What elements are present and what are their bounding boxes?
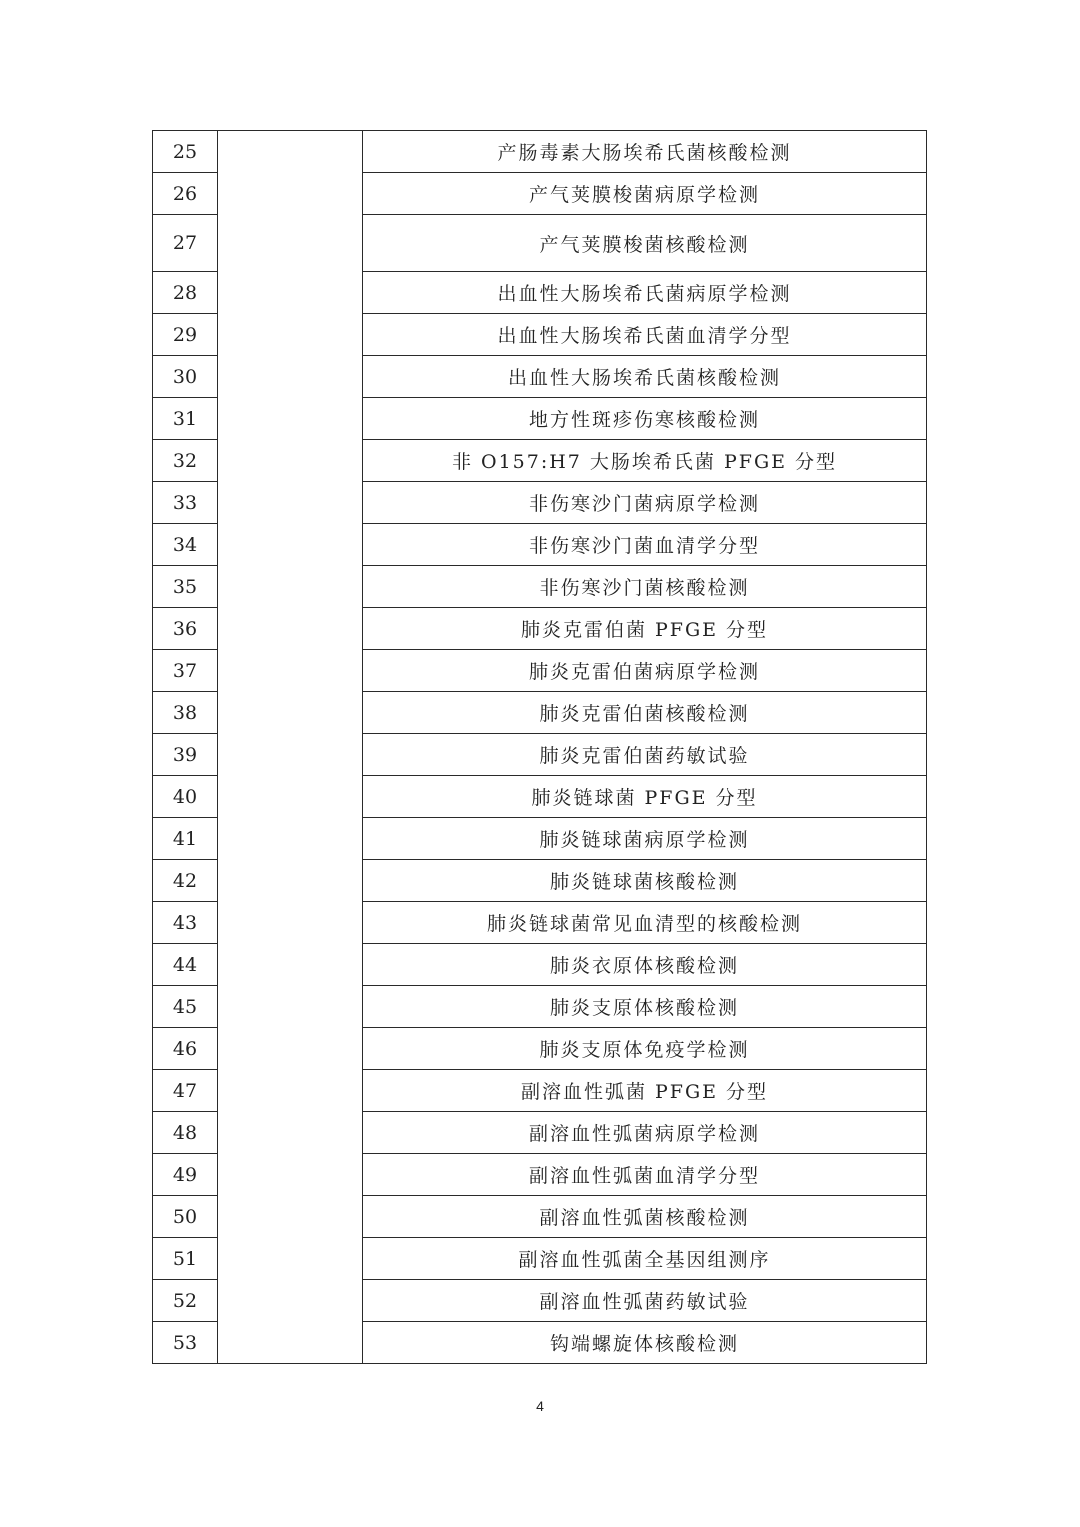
row-number-cell: 25: [153, 131, 218, 173]
test-item-cell: 肺炎克雷伯菌核酸检测: [363, 692, 927, 734]
test-item-cell: 肺炎克雷伯菌病原学检测: [363, 650, 927, 692]
row-number-cell: 45: [153, 986, 218, 1028]
row-number-cell: 27: [153, 215, 218, 272]
row-number-cell: 32: [153, 440, 218, 482]
row-number-cell: 40: [153, 776, 218, 818]
row-number-cell: 35: [153, 566, 218, 608]
test-item-cell: 副溶血性弧菌 PFGE 分型: [363, 1070, 927, 1112]
test-item-cell: 肺炎克雷伯菌药敏试验: [363, 734, 927, 776]
row-number-cell: 53: [153, 1322, 218, 1364]
row-number-cell: 52: [153, 1280, 218, 1322]
test-item-cell: 肺炎克雷伯菌 PFGE 分型: [363, 608, 927, 650]
test-item-cell: 肺炎链球菌核酸检测: [363, 860, 927, 902]
test-item-cell: 出血性大肠埃希氏菌血清学分型: [363, 314, 927, 356]
table-row: [153, 131, 927, 173]
row-number-cell: 38: [153, 692, 218, 734]
page-number: 4: [536, 1398, 544, 1414]
test-item-cell: 副溶血性弧菌全基因组测序: [363, 1238, 927, 1280]
row-number-cell: 28: [153, 272, 218, 314]
test-item-cell: 非伤寒沙门菌核酸检测: [363, 566, 927, 608]
test-item-cell: 地方性斑疹伤寒核酸检测: [363, 398, 927, 440]
test-item-cell: 副溶血性弧菌药敏试验: [363, 1280, 927, 1322]
row-number-cell: 46: [153, 1028, 218, 1070]
test-item-cell: 钩端螺旋体核酸检测: [363, 1322, 927, 1364]
test-item-cell: 非 O157:H7 大肠埃希氏菌 PFGE 分型: [363, 440, 927, 482]
test-item-cell: 副溶血性弧菌病原学检测: [363, 1112, 927, 1154]
row-number-cell: 41: [153, 818, 218, 860]
test-item-cell: 肺炎支原体核酸检测: [363, 986, 927, 1028]
row-number-cell: 33: [153, 482, 218, 524]
test-item-cell: 产气荚膜梭菌核酸检测: [363, 215, 927, 272]
test-item-cell: 非伤寒沙门菌病原学检测: [363, 482, 927, 524]
test-item-cell: 产气荚膜梭菌病原学检测: [363, 173, 927, 215]
row-number-cell: 26: [153, 173, 218, 215]
test-item-cell: 副溶血性弧菌血清学分型: [363, 1154, 927, 1196]
test-item-cell: 出血性大肠埃希氏菌病原学检测: [363, 272, 927, 314]
row-number-cell: 48: [153, 1112, 218, 1154]
row-number-cell: 49: [153, 1154, 218, 1196]
test-item-cell: 肺炎衣原体核酸检测: [363, 944, 927, 986]
row-number-cell: 51: [153, 1238, 218, 1280]
test-item-cell: 肺炎链球菌常见血清型的核酸检测: [363, 902, 927, 944]
row-number-cell: 34: [153, 524, 218, 566]
test-item-cell: 非伤寒沙门菌血清学分型: [363, 524, 927, 566]
row-number-cell: 43: [153, 902, 218, 944]
row-number-cell: 39: [153, 734, 218, 776]
test-item-cell: 产肠毒素大肠埃希氏菌核酸检测: [363, 131, 927, 173]
row-number-cell: 44: [153, 944, 218, 986]
test-item-cell: 出血性大肠埃希氏菌核酸检测: [363, 356, 927, 398]
test-item-cell: 肺炎支原体免疫学检测: [363, 1028, 927, 1070]
row-number-cell: 37: [153, 650, 218, 692]
row-number-cell: 29: [153, 314, 218, 356]
row-number-cell: 42: [153, 860, 218, 902]
test-items-table: [152, 130, 927, 1364]
row-number-cell: 31: [153, 398, 218, 440]
test-item-cell: 肺炎链球菌病原学检测: [363, 818, 927, 860]
row-number-cell: 36: [153, 608, 218, 650]
test-item-cell: 肺炎链球菌 PFGE 分型: [363, 776, 927, 818]
row-number-cell: 30: [153, 356, 218, 398]
row-number-cell: 47: [153, 1070, 218, 1112]
row-number-cell: 50: [153, 1196, 218, 1238]
category-cell: [218, 131, 363, 1364]
table-body: [153, 131, 927, 1364]
test-item-cell: 副溶血性弧菌核酸检测: [363, 1196, 927, 1238]
